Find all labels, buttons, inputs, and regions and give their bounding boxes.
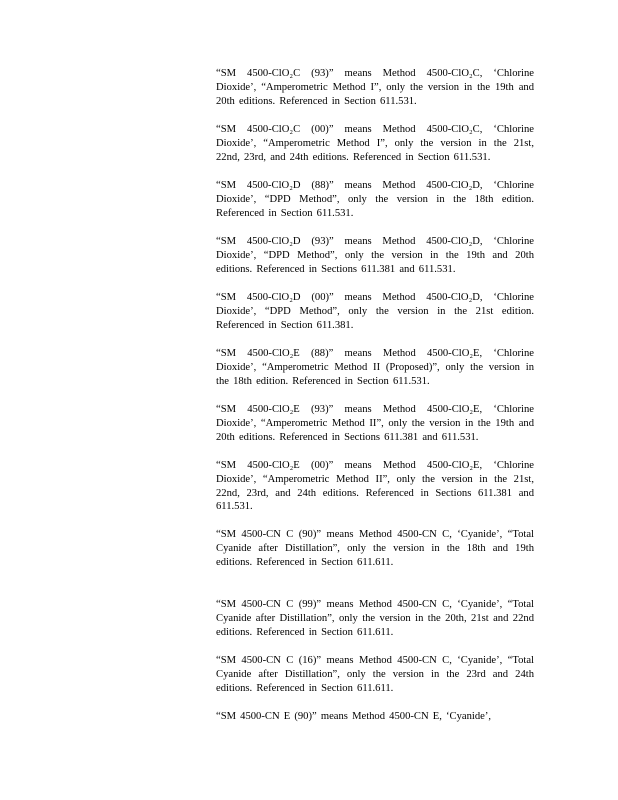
definition-paragraph: “SM 4500-CN C (90)” means Method 4500-CN C, ‘Cyanide’, “Total Cyanide after Distillation”, only the version in the 18th and 19th editions. Referenced in Section 611.611. [216, 529, 534, 568]
definition-paragraph: “SM 4500-ClO₂D (00)” means Method 4500-ClO₂D, ‘Chlorine Dioxide’, “DPD Method”, only the version in the 21st edition. Referenced in Section 611.381. [216, 292, 534, 331]
definition-paragraph: “SM 4500-ClO₂D (88)” means Method 4500-ClO₂D, ‘Chlorine Dioxide’, “DPD Method”, only the version in the 18th edition. Referenced in Section 611.531. [216, 180, 534, 219]
definition-paragraph: “SM 4500-CN C (99)” means Method 4500-CN C, ‘Cyanide’, “Total Cyanide after Distillation”, only the version in the 20th, 21st and 22nd editions. Referenced in Section 611.611. [216, 599, 534, 638]
definition-paragraph: “SM 4500-ClO₂C (93)” means Method 4500-ClO₂C, ‘Chlorine Dioxide’, “Amperometric Method I”, only the version in the 19th and 20th editions. Referenced in Section 611.531. [216, 68, 534, 107]
definition-paragraph: “SM 4500-ClO₂E (93)” means Method 4500-ClO₂E, ‘Chlorine Dioxide’, “Amperometric Method II”, only the version in the 19th and 20th editions. Referenced in Sections 611.381 and 611.531. [216, 404, 534, 443]
definition-paragraph: “SM 4500-CN E (90)” means Method 4500-CN E, ‘Cyanide’, [216, 711, 492, 722]
definition-paragraph: “SM 4500-ClO₂E (88)” means Method 4500-ClO₂E, ‘Chlorine Dioxide’, “Amperometric Method II (Proposed)”, only the version in the 18th edition. Referenced in Section 611.531. [216, 348, 534, 387]
definition-paragraph: “SM 4500-ClO₂D (93)” means Method 4500-ClO₂D, ‘Chlorine Dioxide’, “DPD Method”, only the version in the 19th and 20th editions. Referenced in Sections 611.381 and 611.531. [216, 236, 534, 275]
definition-paragraph: “SM 4500-ClO₂E (00)” means Method 4500-ClO₂E, ‘Chlorine Dioxide’, “Amperometric Method II”, only the version in the 21st, 22nd, 23rd, and 24th editions. Referenced in Sections 611.381 and 611.531. [216, 460, 534, 513]
definition-paragraph: “SM 4500-CN C (16)” means Method 4500-CN C, ‘Cyanide’, “Total Cyanide after Distillation”, only the version in the 23rd and 24th editions. Referenced in Section 611.611. [216, 655, 534, 694]
definition-paragraph: “SM 4500-ClO₂C (00)” means Method 4500-ClO₂C, ‘Chlorine Dioxide’, “Amperometric Method I”, only the version in the 21st, 22nd, 23rd, and 24th editions. Referenced in Section 611.531. [216, 124, 534, 163]
